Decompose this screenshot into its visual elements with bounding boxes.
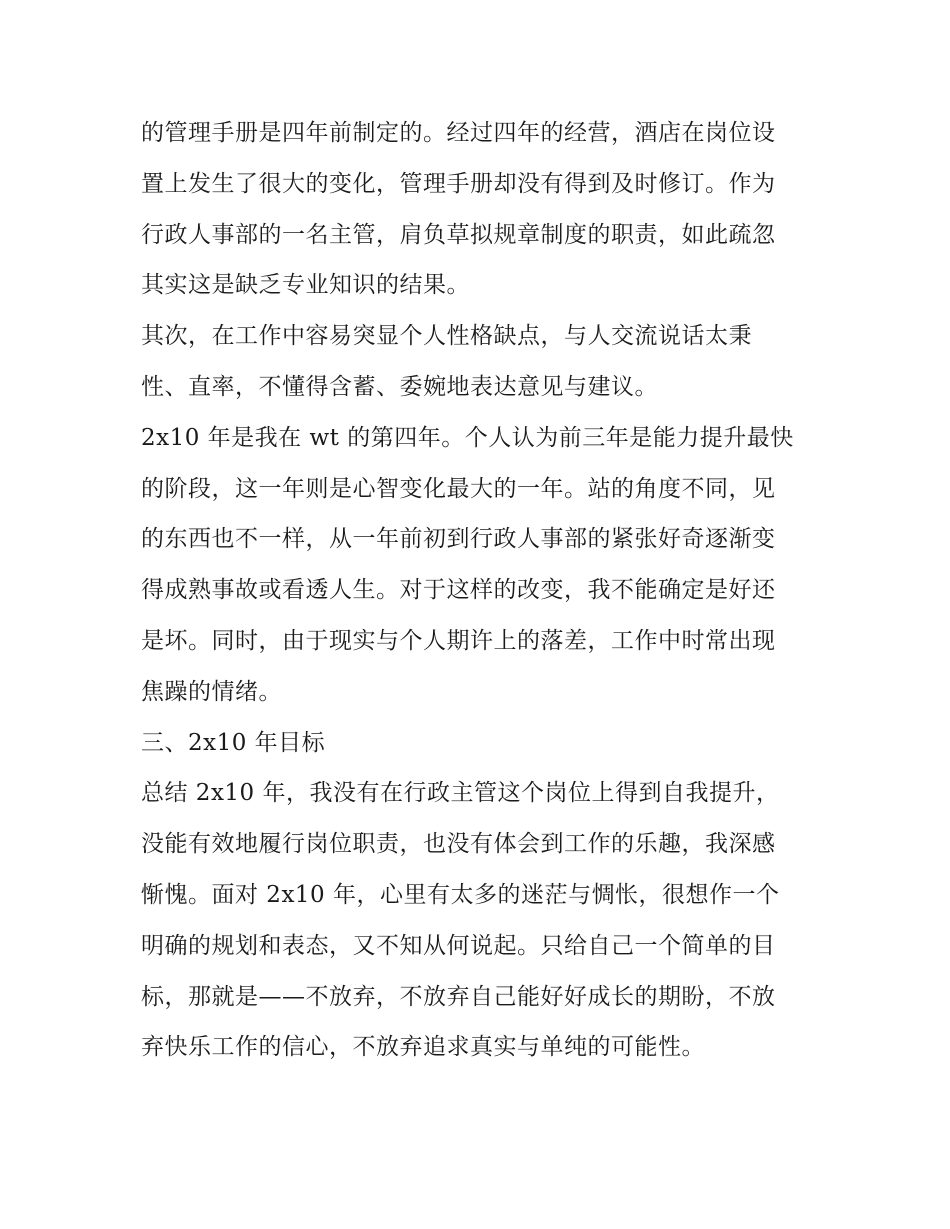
text-line: 惭愧。面对 2x10 年，心里有太多的迷茫与惆怅，很想作一个 [141,881,780,908]
text-line: 行政人事部的一名主管，肩负草拟规章制度的职责，如此疏忽 [141,221,776,248]
text-line: 没能有效地履行岗位职责，也没有体会到工作的乐趣，我深感 [141,831,776,858]
text-line: 总结 2x10 年，我没有在行政主管这个岗位上得到自我提升， [141,780,780,807]
text-line: 其次，在工作中容易突显个人性格缺点，与人交流说话太秉 [141,323,752,350]
text-line: 其实这是缺乏专业知识的结果。 [141,272,470,299]
text-line: 弃快乐工作的信心，不放弃追求真实与单纯的可能性。 [141,1034,705,1061]
text-line: 性、直率，不懂得含蓄、委婉地表达意见与建议。 [141,373,658,400]
text-line: 置上发生了很大的变化，管理手册却没有得到及时修订。作为 [141,170,776,197]
text-line: 的阶段，这一年则是心智变化最大的一年。站的角度不同，见 [141,475,776,502]
text-line: 的管理手册是四年前制定的。经过四年的经营，酒店在岗位设 [141,120,776,146]
document-body [141,108,813,1073]
text-line: 得成熟事故或看透人生。对于这样的改变，我不能确定是好还 [141,577,776,604]
text-line: 的东西也不一样，从一年前初到行政人事部的紧张好奇逐渐变 [141,526,776,553]
text-line: 焦躁的情绪。 [141,678,282,705]
text-line: 标，那就是——不放弃，不放弃自己能好好成长的期盼，不放 [141,983,776,1010]
section-heading: 三、2x10 年目标 [141,729,326,756]
text-line: 2x10 年是我在 wt 的第四年。个人认为前三年是能力提升最快 [141,424,794,451]
text-line: 是坏。同时，由于现实与个人期许上的落差，工作中时常出现 [141,627,776,654]
text-line: 明确的规划和表态，又不知从何说起。只给自己一个简单的目 [141,932,776,959]
